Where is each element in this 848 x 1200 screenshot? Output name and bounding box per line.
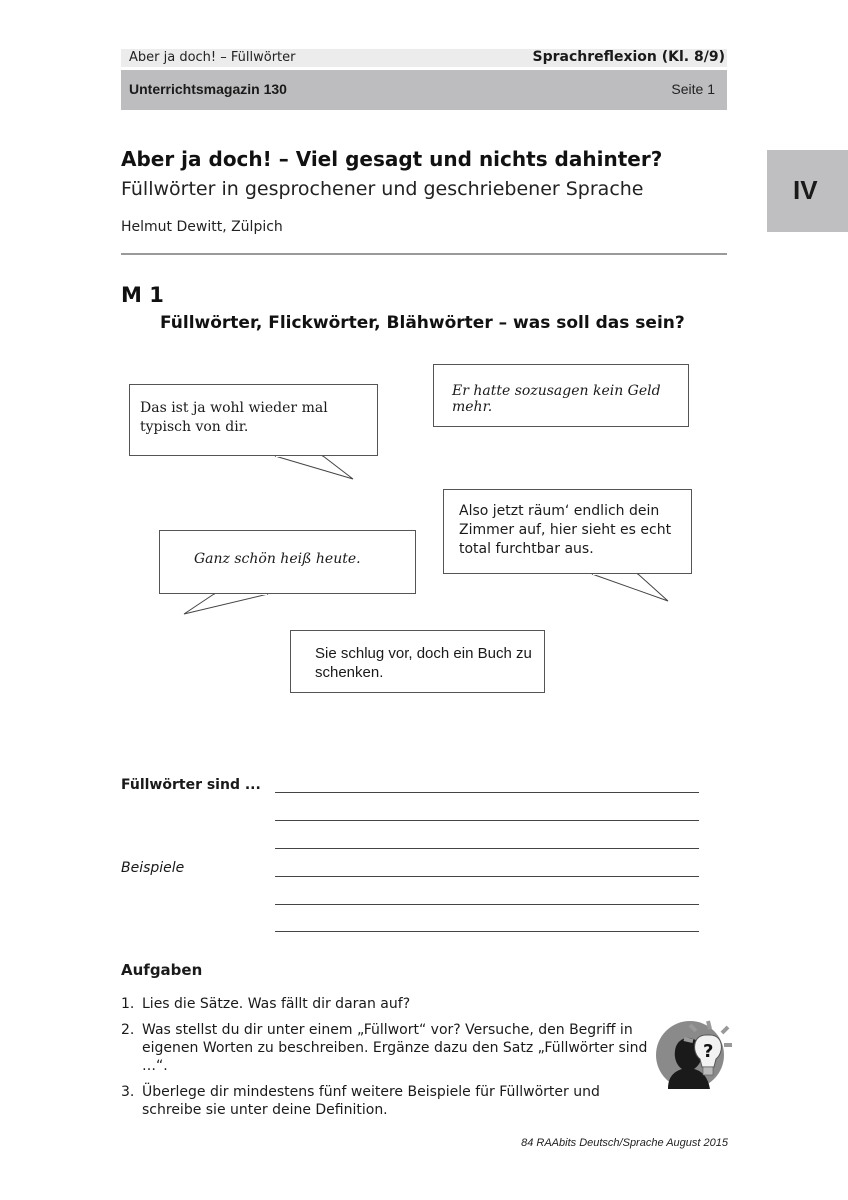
divider <box>121 253 727 255</box>
header-magazine-bar <box>121 70 727 110</box>
task-item <box>121 1021 651 1075</box>
task-text: Was stellst du dir unter einem „Füllwort“ vor? Versuche, den Begriff in eigenen Worten zu beschreiben. Ergänze dazu den Satz „Füllwörter sind …“. <box>142 1022 648 1074</box>
answer-line[interactable] <box>275 792 699 793</box>
task-item <box>121 1083 651 1119</box>
bubble-text: Also jetzt räum‘ endlich dein Zimmer auf, hier sieht es echt total furchtbar aus. <box>459 503 672 557</box>
footer-citation: 84 RAAbits Deutsch/Sprache August 2015 <box>521 1137 728 1149</box>
bubble-text: Das ist ja wohl wieder mal typisch von dir. <box>140 400 328 435</box>
author: Helmut Dewitt, Zülpich <box>121 219 283 235</box>
text-box <box>433 364 689 427</box>
bubble-tail-4 <box>184 594 268 614</box>
examples-label: Beispiele <box>121 860 185 876</box>
task-number: 3. <box>121 1084 135 1100</box>
speech-bubble <box>443 489 692 574</box>
bubble-text: Sie schlug vor, doch ein Buch zu schenken. <box>315 645 532 681</box>
speech-bubble <box>159 530 416 594</box>
answer-line[interactable] <box>275 848 699 849</box>
task-text: Lies die Sätze. Was fällt dir daran auf? <box>142 996 411 1012</box>
header-subject: Sprachreflexion (Kl. 8/9) <box>532 49 725 65</box>
text-box <box>290 630 545 693</box>
task-list <box>121 995 651 1127</box>
page-title: Aber ja doch! – Viel gesagt und nichts dahinter? <box>121 147 663 171</box>
answer-line[interactable] <box>275 876 699 877</box>
thinking-person-icon <box>648 995 748 1095</box>
svg-text:?: ? <box>703 1041 714 1062</box>
bubble-tail-1 <box>275 456 353 479</box>
section-tab-label: IV <box>793 175 818 205</box>
tasks-heading: Aufgaben <box>121 961 203 979</box>
task-item <box>121 995 651 1013</box>
task-text: Überlege dir mindestens fünf weitere Beispiele für Füllwörter und schreibe sie unter deine Definition. <box>142 1084 600 1118</box>
answer-line[interactable] <box>275 820 699 821</box>
task-number: 2. <box>121 1022 135 1038</box>
bubble-tail-3 <box>592 574 668 601</box>
material-heading: Füllwörter, Flickwörter, Blähwörter – was soll das sein? <box>160 313 685 333</box>
bubble-text: Er hatte sozusagen kein Geld mehr. <box>452 383 661 415</box>
answer-line[interactable] <box>275 904 699 905</box>
page-subtitle: Füllwörter in gesprochener und geschriebener Sprache <box>121 178 644 200</box>
section-tab <box>767 150 848 232</box>
header-topic-bar <box>121 49 727 67</box>
material-label: M 1 <box>121 283 164 307</box>
speech-bubble <box>129 384 378 456</box>
answer-line[interactable] <box>275 931 699 932</box>
header-topic: Aber ja doch! – Füllwörter <box>129 50 296 65</box>
definition-label: Füllwörter sind ... <box>121 777 261 793</box>
bubble-text: Ganz schön heiß heute. <box>194 551 361 567</box>
task-number: 1. <box>121 996 135 1012</box>
header-page: Seite 1 <box>671 81 715 97</box>
header-magazine: Unterrichtsmagazin 130 <box>129 81 287 97</box>
